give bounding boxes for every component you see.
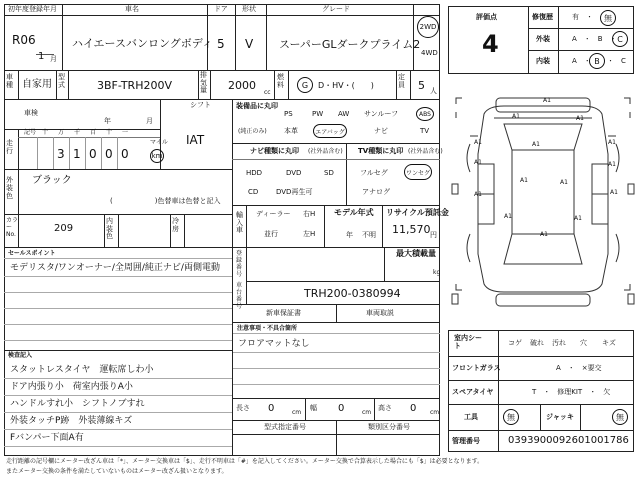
vehicle-diagram bbox=[448, 84, 638, 320]
import-parallel: 並行 bbox=[264, 230, 278, 238]
damage-mark: A1 bbox=[560, 179, 568, 186]
color-no-label: カラーNo. bbox=[6, 217, 19, 239]
damage-mark: A1 bbox=[574, 215, 582, 222]
glass-value: A ・ ×要交 bbox=[556, 364, 602, 372]
abs-circle bbox=[416, 107, 434, 121]
disp-value: 2000 bbox=[228, 79, 256, 92]
inspector-line: Fバンパー下面A有 bbox=[10, 433, 84, 443]
drive-4wd: 4WD bbox=[421, 49, 438, 57]
shift-value: IAT bbox=[186, 133, 205, 147]
inspection-month: 月 bbox=[146, 117, 153, 125]
footer-line-1: 走行距離の記号欄にメーター改ざん車は「*」、メーター交換車は「$」、走行不明車は「#」を記入してください。メーター交換で合算表示した場合にも「$」は必要となります。 bbox=[6, 458, 484, 465]
equipment-sub: (純正のみ) bbox=[238, 128, 267, 135]
ext-sel-circle bbox=[612, 31, 628, 47]
fuel-g-circle bbox=[297, 77, 313, 93]
length-value: 0 bbox=[268, 403, 275, 414]
navi-label: ナビ種類に丸印 bbox=[250, 147, 299, 155]
damage-mark: A1 bbox=[512, 113, 520, 120]
km-circle bbox=[150, 149, 164, 163]
import-left: 左H bbox=[303, 230, 316, 238]
chassis-value: TRH200-0380994 bbox=[304, 287, 401, 300]
inspection-year: 年 bbox=[104, 117, 111, 125]
reg-number-label: 登録番号 bbox=[236, 250, 243, 278]
recycle-value: 11,570 bbox=[392, 223, 431, 236]
use-value: 自家用 bbox=[22, 79, 52, 90]
capacity-value: 5 bbox=[418, 79, 425, 92]
navi-item: HDD bbox=[246, 169, 263, 177]
seat-item: 破れ bbox=[530, 339, 544, 347]
mileage-digit-head: 百 bbox=[90, 129, 97, 136]
drive-2wd: 2WD bbox=[419, 23, 437, 31]
shape-label: 形状 bbox=[242, 5, 256, 13]
height-value: 0 bbox=[410, 403, 417, 414]
sales-line-1: モデリスタ/ワンオーナー/全周囲/純正ナビ/両側電動 bbox=[10, 263, 220, 273]
equipment-item: AW bbox=[338, 110, 350, 118]
damage-mark: A1 bbox=[474, 139, 482, 146]
seat-item: 汚れ bbox=[552, 339, 566, 347]
ext-sel: C bbox=[617, 34, 623, 44]
disp-unit: cc bbox=[264, 89, 271, 96]
car-name: ハイエースバンロングボディ bbox=[72, 37, 213, 50]
repair-none-circle bbox=[600, 10, 616, 26]
seat-label: 室内シート bbox=[454, 334, 482, 351]
class-cert-label: 類別区分番号 bbox=[368, 423, 410, 431]
inspector-label: 検査記入 bbox=[8, 352, 33, 359]
mileage-mile: マイル bbox=[150, 139, 168, 146]
spare-value: T ・ 修理KIT ・ 欠 bbox=[532, 388, 611, 396]
grade-value: スーパーGLダークプライム2 bbox=[279, 38, 421, 51]
vehicle-diagram-svg bbox=[448, 84, 638, 320]
glass-label: フロントガラス bbox=[452, 364, 501, 372]
reg-year: R06 bbox=[12, 33, 36, 47]
fuel-label: 燃料 bbox=[277, 73, 284, 89]
grade-label: グレード bbox=[322, 5, 350, 13]
reg-month: 1 bbox=[38, 51, 45, 62]
doors-label: ドア bbox=[214, 5, 228, 13]
manual: 車両取説 bbox=[366, 309, 394, 317]
import-label: 輸入車 bbox=[236, 211, 243, 235]
recycle-unit: 円 bbox=[430, 231, 437, 239]
seat-item: キズ bbox=[602, 339, 616, 347]
tv-item: ワンセグ bbox=[405, 169, 430, 177]
damage-mark: A1 bbox=[532, 141, 540, 148]
damage-mark: A1 bbox=[610, 189, 618, 196]
damage-mark: A1 bbox=[474, 159, 482, 166]
repair-items: 有 ・ bbox=[572, 13, 593, 21]
car-name-label: 車名 bbox=[125, 5, 139, 13]
width-label: 幅 bbox=[310, 404, 317, 412]
tools-label: 工具 bbox=[464, 413, 478, 421]
inspector-line: ハンドルすれ小 シフトノブすれ bbox=[10, 399, 145, 409]
mileage-digit: 3 bbox=[57, 147, 65, 161]
new-warranty: 新車保証書 bbox=[266, 309, 301, 317]
model-year-year: 年 bbox=[346, 231, 353, 239]
jack-label: ジャッキ bbox=[546, 413, 574, 421]
mileage-label: 走行 bbox=[6, 139, 13, 155]
tv-item: アナログ bbox=[362, 188, 390, 196]
length-unit: cm bbox=[292, 409, 302, 416]
fuel-g: G bbox=[301, 80, 309, 90]
damage-mark: A1 bbox=[608, 161, 616, 168]
equipment-item: PW bbox=[312, 110, 324, 118]
mileage-digit-head: 十 bbox=[106, 129, 113, 136]
mileage-digit: 0 bbox=[89, 147, 97, 161]
max-load-unit: kg bbox=[433, 269, 441, 276]
inspector-line: ドア内張り小 荷室内張りA小 bbox=[10, 382, 133, 392]
int-label: 内装 bbox=[536, 57, 550, 65]
import-right: 右H bbox=[303, 210, 316, 218]
damage-mark: A1 bbox=[608, 139, 616, 146]
sales-label: セールスポイント bbox=[8, 250, 56, 257]
score-label: 評価点 bbox=[476, 13, 497, 21]
mileage-digit: 1 bbox=[73, 147, 81, 161]
tv-sub: (社外品含む) bbox=[408, 148, 443, 155]
exterior-label: 外装色 bbox=[6, 176, 13, 201]
damage-mark: A1 bbox=[520, 177, 528, 184]
mileage-digit-head: 万 bbox=[58, 129, 65, 136]
disp-label: 排気量 bbox=[200, 71, 207, 95]
airbag-circle bbox=[313, 124, 347, 138]
notes-label: 注意事項・不具合箇所 bbox=[237, 325, 298, 332]
navi-item: DVD bbox=[286, 169, 302, 177]
navi-sub: (社外品含む) bbox=[308, 148, 343, 155]
height-unit: cm bbox=[430, 409, 440, 416]
damage-mark: A1 bbox=[543, 97, 551, 104]
equipment-item: ナビ bbox=[374, 127, 388, 135]
length-label: 長さ bbox=[236, 404, 250, 412]
type-value: 3BF-TRH200V bbox=[97, 79, 172, 92]
width-value: 0 bbox=[338, 403, 345, 414]
fuel-rest: D・HV・( ) bbox=[318, 81, 374, 90]
shape-value: V bbox=[245, 37, 254, 51]
mileage-digit: 0 bbox=[121, 147, 129, 161]
tv-label: TV種類に丸印 bbox=[358, 147, 404, 155]
mgmt-label: 管理番号 bbox=[452, 437, 480, 445]
shift-label: シフト bbox=[190, 101, 211, 109]
model-year-label: モデル年式 bbox=[334, 208, 374, 217]
int-c: ・ C bbox=[607, 57, 626, 65]
mileage-code-head: 記号 bbox=[24, 129, 37, 136]
mileage-digit-head: 千 bbox=[74, 129, 81, 136]
repair-none: 無 bbox=[604, 13, 612, 23]
tv-item: フルセグ bbox=[360, 169, 388, 177]
jack-none-circle bbox=[612, 409, 628, 425]
model-year-unknown: 不明 bbox=[362, 231, 376, 239]
model-cert-label: 型式指定番号 bbox=[264, 423, 306, 431]
width-unit: cm bbox=[362, 409, 372, 416]
mileage-digit-head: 一 bbox=[122, 129, 129, 136]
equipment-item: エアバッグ bbox=[315, 128, 345, 136]
seat-item: コゲ bbox=[508, 339, 522, 347]
mgmt-value: 0393900092601001786 bbox=[508, 435, 629, 446]
ext-items: A ・ B ・ bbox=[572, 35, 617, 43]
jack-none: 無 bbox=[616, 412, 624, 422]
month-unit: 月 bbox=[50, 55, 57, 63]
inspection-label: 車検 bbox=[24, 109, 38, 117]
reg-date-label: 初年度登録年月 bbox=[8, 5, 57, 13]
int-sel: B bbox=[594, 56, 600, 66]
mileage-digit: 0 bbox=[105, 147, 113, 161]
mileage-km: km bbox=[151, 152, 163, 160]
capacity-label: 定員 bbox=[398, 73, 405, 89]
navi-item: CD bbox=[248, 188, 259, 196]
chassis-label: 車台番号 bbox=[236, 282, 243, 310]
int-sel-circle bbox=[589, 53, 605, 69]
capacity-unit: 人 bbox=[430, 87, 437, 95]
tools-none: 無 bbox=[507, 412, 515, 422]
drive-2wd-circle bbox=[417, 16, 439, 38]
footer-line-2: またメーター交換の条件を満たしていないものはメーター改ざん扱いとなります。 bbox=[6, 468, 228, 475]
oneseg-circle bbox=[404, 164, 432, 180]
exterior-note: ( )色替車は色替と記入 bbox=[110, 197, 221, 205]
equipment-item: ABS bbox=[419, 110, 431, 118]
tools-none-circle bbox=[503, 409, 519, 425]
interior-color-label: 内装色 bbox=[106, 217, 113, 241]
doors-value: 5 bbox=[217, 37, 225, 51]
type-label: 型式 bbox=[58, 73, 65, 89]
exterior-value: ブラック bbox=[32, 175, 72, 186]
equipment-item: TV bbox=[420, 127, 430, 135]
seat-item: 穴 bbox=[580, 339, 587, 347]
spare-label: スペアタイヤ bbox=[452, 388, 494, 396]
inspector-line: 外装タッチP跡 外装薄線キズ bbox=[10, 416, 133, 426]
max-load-label: 最大積載量 bbox=[396, 249, 436, 258]
navi-item: DVD再生可 bbox=[276, 188, 313, 196]
color-no-value: 209 bbox=[54, 223, 74, 234]
repair-label: 修復歴 bbox=[532, 13, 553, 21]
ext-label: 外装 bbox=[536, 35, 550, 43]
use-label: 車種 bbox=[6, 73, 13, 89]
notes-value: フロアマットなし bbox=[238, 339, 310, 349]
damage-mark: A1 bbox=[576, 115, 584, 122]
recycle-label: リサイクル預託金 bbox=[386, 208, 449, 217]
equipment-label: 装備品に丸印 bbox=[236, 102, 278, 110]
score-value: 4 bbox=[482, 30, 499, 58]
damage-mark: A1 bbox=[540, 231, 548, 238]
height-label: 高さ bbox=[378, 404, 392, 412]
ac-label: 冷房 bbox=[172, 217, 179, 233]
equipment-item: サンルーフ bbox=[364, 110, 399, 118]
damage-mark: A1 bbox=[504, 213, 512, 220]
damage-mark: A1 bbox=[474, 191, 482, 198]
import-dealer: ディーラー bbox=[256, 210, 291, 218]
equipment-item: 本革 bbox=[284, 127, 298, 135]
navi-item: SD bbox=[324, 169, 334, 177]
inspector-line: スタットレスタイヤ 運転席しわ小 bbox=[10, 365, 154, 375]
equipment-item: PS bbox=[284, 110, 293, 118]
mileage-digit-head: 十 bbox=[42, 129, 49, 136]
int-a: A ・ bbox=[572, 57, 591, 65]
